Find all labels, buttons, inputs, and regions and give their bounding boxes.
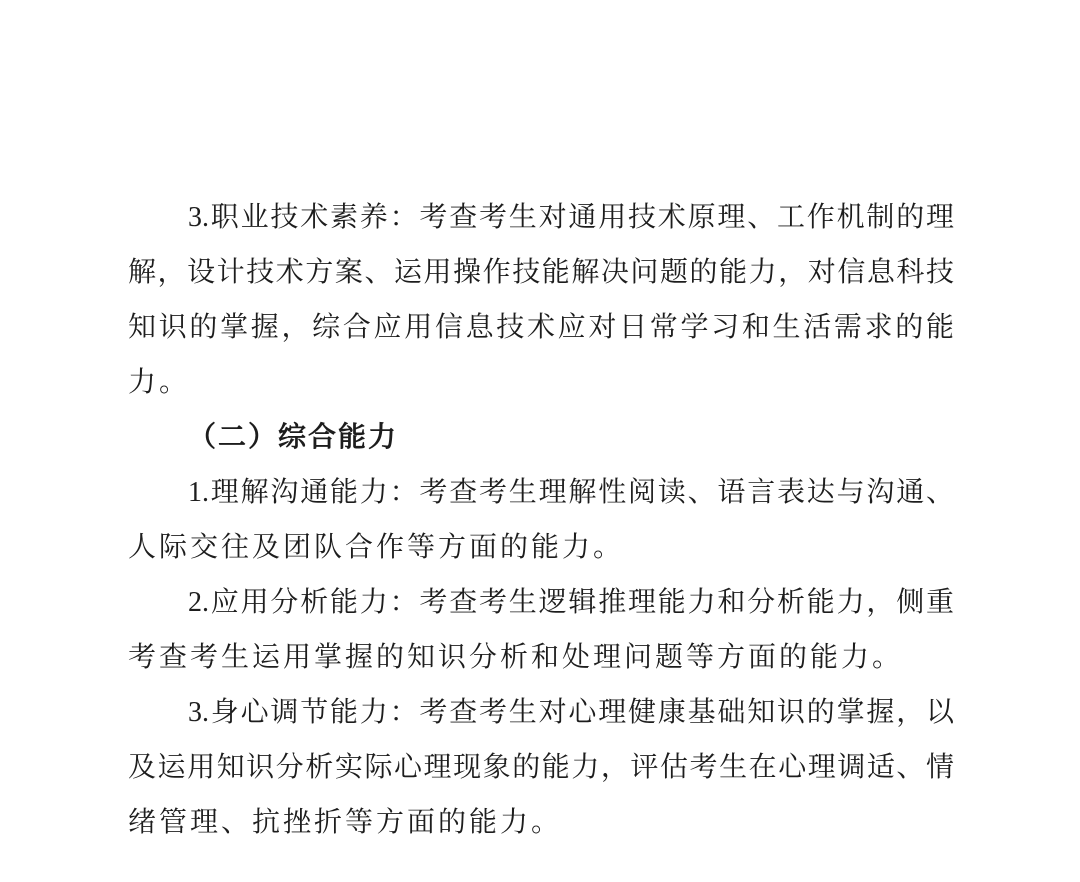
text-line: 1.理解沟通能力：考查考生理解性阅读、语言表达与沟通、 — [188, 477, 954, 508]
text-line: 知识的掌握，综合应用信息技术应对日常学习和生活需求的能 — [128, 312, 954, 343]
text-line: 解，设计技术方案、运用操作技能解决问题的能力，对信息科技 — [128, 257, 954, 288]
text-line: 2.应用分析能力：考查考生逻辑推理能力和分析能力，侧重 — [188, 587, 954, 618]
text-line: 3.身心调节能力：考查考生对心理健康基础知识的掌握，以 — [188, 697, 954, 728]
text-line: 及运用知识分析实际心理现象的能力，评估考生在心理调适、情 — [128, 752, 954, 783]
text-line: 人际交往及团队合作等方面的能力。 — [128, 532, 625, 563]
text-line: 3.职业技术素养：考查考生对通用技术原理、工作机制的理 — [188, 202, 954, 233]
text-line: 考查考生运用掌握的知识分析和处理问题等方面的能力。 — [128, 642, 904, 673]
text-line: 力。 — [128, 367, 191, 398]
text-line: 绪管理、抗挫折等方面的能力。 — [128, 807, 563, 838]
text-block — [128, 190, 954, 850]
section-heading: （二）综合能力 — [188, 422, 399, 453]
